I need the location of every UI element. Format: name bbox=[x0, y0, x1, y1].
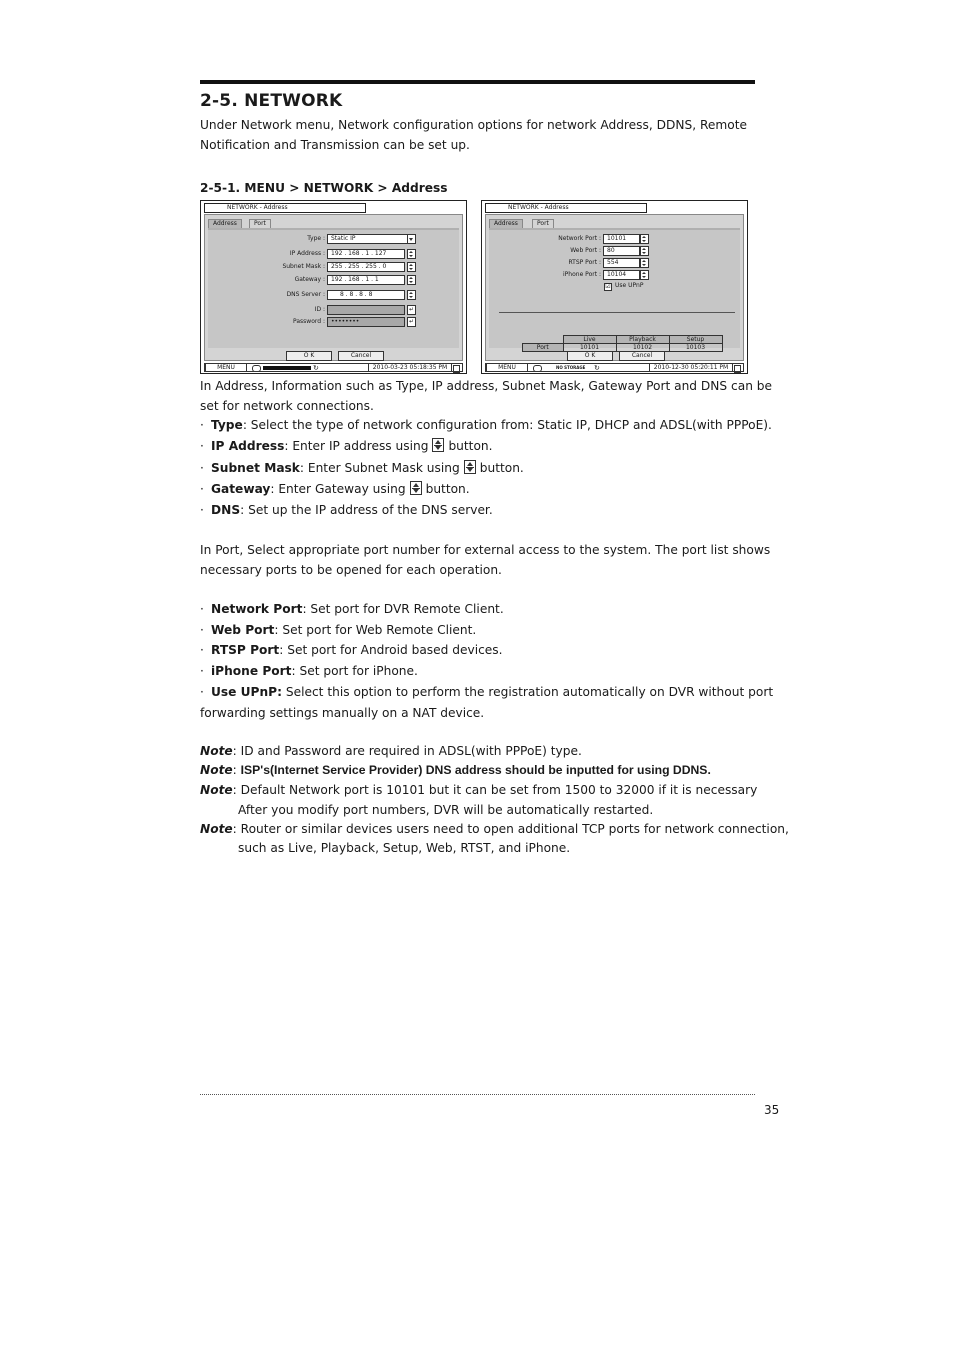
trash-icon bbox=[453, 365, 460, 373]
storage-status: NO STORAGE bbox=[556, 365, 586, 370]
menu-button[interactable]: MENU bbox=[486, 363, 528, 372]
ok-button[interactable]: O K bbox=[286, 351, 332, 361]
menu-button[interactable]: MENU bbox=[205, 363, 247, 372]
note-3: Note: Default Network port is 10101 but it can be set from 1500 to 32000 if it is necessary bbox=[200, 783, 758, 797]
datetime: 2010-03-23 05:18:35 PM bbox=[368, 363, 452, 372]
password-field[interactable]: •••••••• bbox=[327, 317, 405, 327]
iphone-port-field[interactable]: 10104 bbox=[603, 270, 640, 280]
gateway-field[interactable]: 192 . 168 . 1 . 1 bbox=[327, 275, 405, 285]
window-title: NETWORK - Address bbox=[204, 203, 366, 213]
dialog-frame bbox=[204, 214, 463, 361]
web-port-spinner-icon[interactable] bbox=[640, 246, 649, 256]
enter-icon[interactable]: ↵ bbox=[408, 318, 415, 325]
tab-port[interactable]: Port bbox=[532, 219, 554, 228]
row-label: Port bbox=[523, 344, 564, 352]
list-item: · Web Port: Set port for Web Remote Client. bbox=[200, 623, 477, 637]
table-cell: 10101 bbox=[563, 344, 616, 352]
cancel-button[interactable]: Cancel bbox=[338, 351, 384, 361]
datetime: 2010-12-30 05:20:11 PM bbox=[649, 363, 733, 372]
port-panel bbox=[489, 228, 740, 351]
up-down-arrow-icon bbox=[464, 460, 476, 474]
list-item: · Subnet Mask: Enter Subnet Mask using button. bbox=[200, 461, 524, 475]
refresh-icon: ↻ bbox=[313, 364, 319, 372]
note-2: Note: ISP's(Internet Service Provider) DNS address should be inputted for using DDNS. bbox=[200, 763, 711, 777]
divider bbox=[499, 312, 735, 313]
port-table bbox=[522, 335, 723, 352]
gateway-label: Gateway : bbox=[294, 276, 325, 283]
list-item: · Type: Select the type of network configuration from: Static IP, DHCP and ADSL(with PPPoE). bbox=[200, 418, 772, 432]
network-port-field[interactable]: 10101 bbox=[603, 234, 640, 244]
section-title: 2-5. NETWORK bbox=[200, 91, 343, 111]
dialog-frame bbox=[485, 214, 744, 361]
tab-port[interactable]: Port bbox=[249, 219, 271, 228]
top-rule bbox=[200, 80, 755, 84]
note-4-continuation: such as Live, Playback, Setup, Web, RTST, and iPhone. bbox=[238, 841, 571, 855]
note-3-continuation: After you modify port numbers, DVR will be automatically restarted. bbox=[238, 803, 654, 817]
window-title: NETWORK - Address bbox=[485, 203, 647, 213]
note-4: Note: Router or similar devices users need to open additional TCP ports for network connection, bbox=[200, 822, 789, 836]
storage-bar bbox=[263, 366, 311, 370]
rtsp-port-label: RTSP Port : bbox=[568, 259, 601, 266]
dns-spinner-icon[interactable] bbox=[407, 290, 416, 300]
page-number: 35 bbox=[764, 1103, 780, 1117]
footer-rule bbox=[200, 1094, 755, 1095]
status-bar bbox=[485, 363, 744, 372]
up-down-arrow-icon bbox=[410, 481, 422, 495]
table-cell: 10103 bbox=[669, 344, 722, 352]
list-item: · DNS: Set up the IP address of the DNS server. bbox=[200, 503, 493, 517]
status-bar bbox=[204, 363, 463, 372]
list-item: · Network Port: Set port for DVR Remote Client. bbox=[200, 602, 504, 616]
network-port-spinner-icon[interactable] bbox=[640, 234, 649, 244]
enter-icon[interactable]: ↵ bbox=[408, 306, 415, 313]
subnet-spinner-icon[interactable] bbox=[407, 262, 416, 272]
id-field[interactable] bbox=[327, 305, 405, 315]
web-port-field[interactable]: 80 bbox=[603, 246, 640, 256]
subnet-field[interactable]: 255 . 255 . 255 . 0 bbox=[327, 262, 405, 272]
list-item: · iPhone Port: Set port for iPhone. bbox=[200, 664, 418, 678]
address-screenshot bbox=[200, 200, 467, 374]
list-item: · RTSP Port: Set port for Android based devices. bbox=[200, 643, 503, 657]
ok-button[interactable]: O K bbox=[567, 351, 613, 361]
hdd-icon bbox=[533, 365, 542, 372]
id-label: ID : bbox=[314, 306, 325, 313]
port-description: In Port, Select appropriate port number for external access to the system. The port list shows necessary ports to be opened for each operation. bbox=[200, 543, 771, 577]
list-item: · Gateway: Enter Gateway using button. bbox=[200, 482, 470, 496]
gateway-spinner-icon[interactable] bbox=[407, 275, 416, 285]
ip-field[interactable]: 192 . 168 . 1 . 127 bbox=[327, 249, 405, 259]
table-header: Setup bbox=[669, 336, 722, 344]
upnp-label: Use UPnP bbox=[615, 282, 644, 289]
type-label: Type : bbox=[307, 235, 325, 242]
table-header: Live bbox=[563, 336, 616, 344]
web-port-label: Web Port : bbox=[570, 247, 601, 254]
cancel-button[interactable]: Cancel bbox=[619, 351, 665, 361]
upnp-continuation: forwarding settings manually on a NAT device. bbox=[200, 706, 485, 720]
list-item: · Use UPnP: Select this option to perform the registration automatically on DVR without port bbox=[200, 685, 774, 699]
upnp-checkbox[interactable]: ☑ bbox=[605, 283, 611, 290]
rtsp-port-spinner-icon[interactable] bbox=[640, 258, 649, 268]
type-select[interactable]: Static IP bbox=[327, 234, 408, 244]
subnet-label: Subnet Mask : bbox=[282, 263, 325, 270]
ip-label: IP Address : bbox=[289, 250, 325, 257]
table-header: Playback bbox=[616, 336, 669, 344]
subsection-title: 2-5-1. MENU > NETWORK > Address bbox=[200, 181, 448, 195]
ip-spinner-icon[interactable] bbox=[407, 249, 416, 259]
tab-address[interactable]: Address bbox=[489, 219, 523, 228]
address-description: In Address, Information such as Type, IP address, Subnet Mask, Gateway Port and DNS can be set for network connections. bbox=[200, 379, 773, 413]
refresh-icon: ↻ bbox=[594, 364, 600, 372]
list-item: · IP Address: Enter IP address using button. bbox=[200, 439, 493, 453]
hdd-icon bbox=[252, 365, 261, 372]
address-panel bbox=[208, 228, 459, 348]
rtsp-port-field[interactable]: 554 bbox=[603, 258, 640, 268]
iphone-port-spinner-icon[interactable] bbox=[640, 270, 649, 280]
table-cell: 10102 bbox=[616, 344, 669, 352]
password-label: Password : bbox=[293, 318, 325, 325]
intro-paragraph: Under Network menu, Network configuration options for network Address, DDNS, Remote Notification and Transmission can be set up. bbox=[200, 118, 748, 152]
dns-label: DNS Server : bbox=[286, 291, 325, 298]
up-down-arrow-icon bbox=[432, 438, 444, 452]
note-1: Note: ID and Password are required in ADSL(with PPPoE) type. bbox=[200, 744, 582, 758]
trash-icon bbox=[734, 365, 741, 373]
chevron-down-icon[interactable] bbox=[407, 234, 416, 244]
port-screenshot bbox=[481, 200, 748, 374]
network-port-label: Network Port : bbox=[558, 235, 601, 242]
dns-field[interactable]: 8 . 8 . 8 . 8 bbox=[327, 290, 405, 300]
iphone-port-label: iPhone Port : bbox=[563, 271, 601, 278]
tab-address[interactable]: Address bbox=[208, 219, 242, 228]
